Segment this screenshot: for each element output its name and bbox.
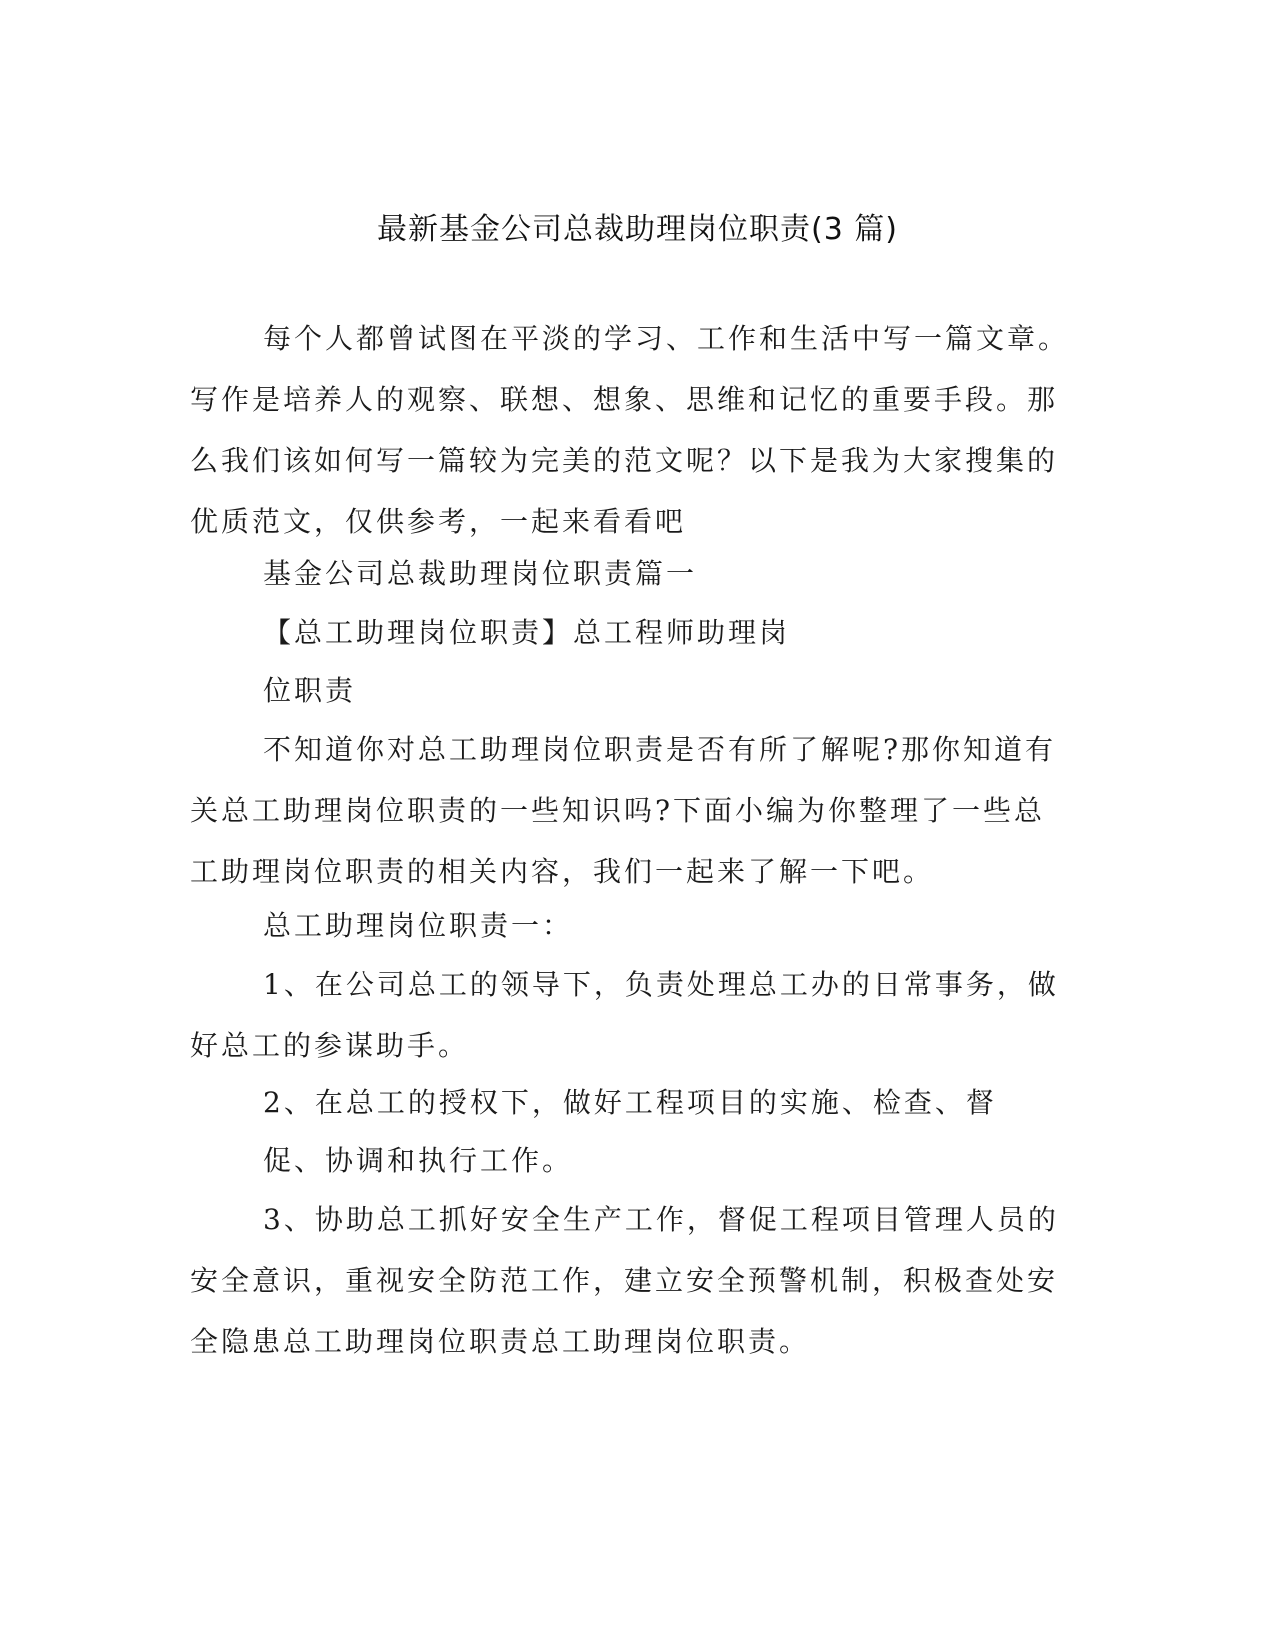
duties-heading-1: 总工助理岗位职责一： xyxy=(263,909,574,942)
explanation-paragraph: 不知道你对总工助理岗位职责是否有所了解呢?那你知道有关总工助理岗位职责的一些知识吗?下面小编为你整理了一些总工助理岗位职责的相关内容，我们一起来了解一下吧。 xyxy=(190,733,1057,888)
intro-paragraph: 每个人都曾试图在平淡的学习、工作和生活中写一篇文章。写作是培养人的观察、联想、想象、思维和记忆的重要手段。那么我们该如何写一篇较为完美的范文呢？以下是我为大家搜集的优质范文，仅供参考，一起来看看吧 xyxy=(190,322,1070,538)
bracket-heading: 【总工助理岗位职责】总工程师助理岗 xyxy=(263,616,791,649)
document-title: 最新基金公司总裁助理岗位职责(3 篇) xyxy=(376,212,899,247)
duty-item-2-continuation: 促、协调和执行工作。 xyxy=(263,1144,574,1177)
duty-item-2: 2、在总工的授权下，做好工程项目的实施、检查、督 xyxy=(263,1086,997,1119)
bracket-heading-continuation: 位职责 xyxy=(263,674,357,707)
duty-item-1: 1、在公司总工的领导下，负责处理总工办的日常事务，做好总工的参谋助手。 xyxy=(190,968,1059,1062)
section-heading-1: 基金公司总裁助理岗位职责篇一 xyxy=(263,557,698,590)
duty-item-3: 3、协助总工抓好安全生产工作，督促工程项目管理人员的安全意识，重视安全防范工作，建立安全预警机制，积极查处安全隐患总工助理岗位职责总工助理岗位职责。 xyxy=(190,1203,1059,1358)
